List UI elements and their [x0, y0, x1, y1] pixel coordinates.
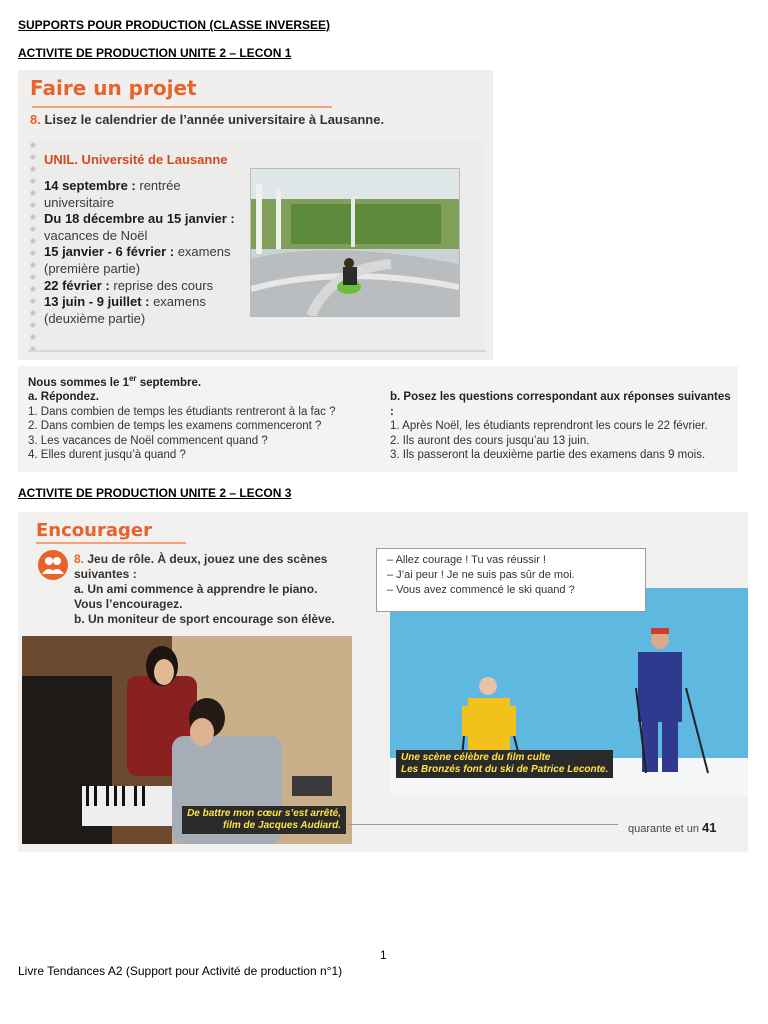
answer-item: 2. Ils auront des cours jusqu’au 13 juin.	[390, 434, 590, 447]
projet-instruction	[30, 112, 384, 127]
instruction-text: Lisez le calendrier de l’année universitaire à Lausanne.	[44, 112, 385, 127]
questions-b	[390, 390, 735, 463]
doc-header-main: SUPPORTS POUR PRODUCTION (CLASSE INVERSEE)	[18, 18, 331, 32]
calendar-item: 14 septembre : rentrée universitaire	[44, 178, 181, 210]
pair-work-icon	[38, 550, 68, 580]
exercise-number: 8.	[30, 112, 41, 127]
dialog-line: – J’ai peur ! Je ne suis pas sûr de moi.	[387, 569, 575, 581]
page-number: 1	[380, 948, 387, 962]
calendar-item: Du 18 décembre au 15 janvier : vacances de Noël	[44, 211, 235, 243]
intro-line: Nous sommes le 1er septembre.	[28, 374, 202, 389]
dialog-line: – Vous avez commencé le ski quand ?	[387, 584, 575, 596]
book-page-number: quarante et un 41	[628, 820, 717, 835]
page-rule	[348, 824, 618, 825]
piano-photo	[22, 636, 352, 844]
unil-heading: UNIL. Université de Lausanne	[44, 152, 228, 167]
role-play-instructions: 8. Jeu de rôle. À deux, jouez une des scènes suivantes : a. Un ami commence à apprendre le piano. Vous l’encouragez. b. Un moniteur de sport encourage son élève.	[74, 552, 344, 627]
ski-photo	[390, 588, 748, 796]
projet-title: Faire un projet	[30, 76, 197, 100]
answer-item: 3. Ils passeront la deuxième partie des examens dans 9 mois.	[390, 449, 706, 461]
encourager-title: Encourager	[36, 520, 152, 541]
questions-a	[28, 390, 388, 463]
doc-footer: Livre Tendances A2 (Support pour Activité de production n°1)	[18, 964, 343, 978]
role-b: b. Un moniteur de sport encourage son élève.	[74, 612, 335, 626]
section-header-lecon3: ACTIVITE DE PRODUCTION UNITE 2 – LECON 3	[18, 486, 292, 500]
question-item: 3. Les vacances de Noël commencent quand ?	[28, 434, 268, 447]
calendar-list	[44, 178, 249, 327]
dialog-box	[376, 548, 646, 612]
encourager-scan	[18, 512, 748, 852]
notebook-spiral	[28, 140, 38, 350]
calendar-item: 15 janvier - 6 février : examens (première partie)	[44, 244, 231, 276]
question-item: 2. Dans combien de temps les examens commenceront ?	[28, 420, 322, 432]
title-underline	[32, 106, 332, 108]
question-item: 1. Dans combien de temps les étudiants rentreront à la fac ?	[28, 405, 336, 418]
dialog-line: – Allez courage ! Tu vas réussir !	[387, 554, 546, 566]
role-title: Jeu de rôle. À deux, jouez une des scènes suivantes :	[74, 552, 328, 581]
question-item: 4. Elles durent jusqu’à quand ?	[28, 449, 186, 461]
calendar-item: 13 juin - 9 juillet : examens (deuxième partie)	[44, 294, 206, 326]
answer-item: 1. Après Noël, les étudiants reprendront les cours le 22 février.	[390, 420, 708, 432]
projet-scan	[18, 70, 493, 360]
calendar-item: 22 février : reprise des cours	[44, 277, 214, 293]
questions-a-title: a. Répondez.	[28, 391, 99, 403]
ski-caption: Une scène célèbre du film culte Les Bronzés font du ski de Patrice Leconte.	[396, 750, 613, 778]
role-a: a. Un ami commence à apprendre le piano. Vous l’encouragez.	[74, 582, 318, 611]
campus-photo	[250, 168, 460, 317]
questions-strip	[18, 366, 738, 472]
section-header-lecon1: ACTIVITE DE PRODUCTION UNITE 2 – LECON 1	[18, 46, 292, 60]
title-underline	[36, 542, 186, 544]
piano-caption: De battre mon cœur s’est arrêté, film de Jacques Audiard.	[182, 806, 346, 834]
questions-b-title: b. Posez les questions correspondant aux réponses suivantes :	[390, 391, 731, 418]
